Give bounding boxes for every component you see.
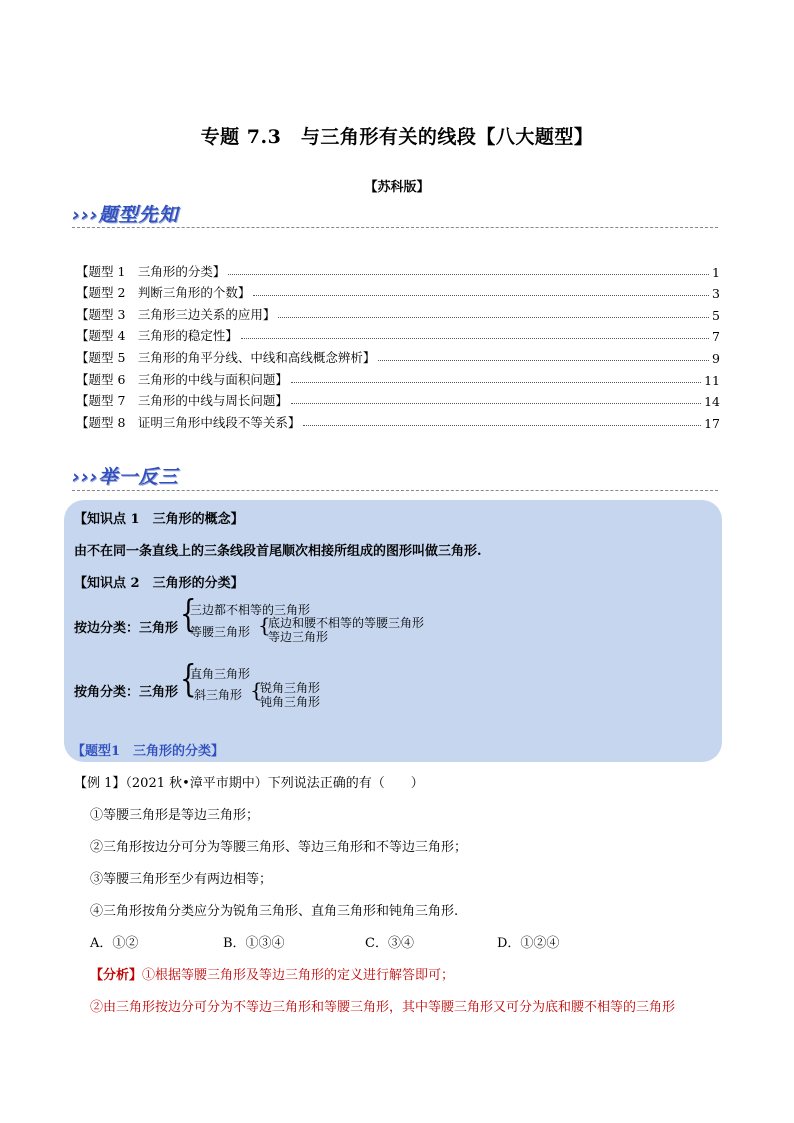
- knowledge-1-title: 【知识点 1 三角形的概念】: [74, 512, 244, 527]
- toc-item-page: 1: [712, 264, 720, 280]
- toc-leader-dots: [241, 338, 709, 339]
- toc-leader-dots: [291, 382, 701, 383]
- toc-divider: [72, 227, 718, 228]
- statement-2: ②三角形按边分可分为等腰三角形、等边三角形和不等边三角形；: [90, 840, 468, 855]
- analysis-line-1: [90, 964, 454, 983]
- toc-leader-dots: [253, 295, 709, 296]
- toc-item-page: 5: [712, 307, 720, 323]
- toc-leader-dots: [378, 360, 709, 361]
- side-b2: 等边三角形: [268, 630, 329, 644]
- examples-divider: [72, 490, 718, 491]
- brace-icon: {: [180, 593, 197, 637]
- toc-item[interactable]: [76, 344, 720, 366]
- option-c: C．③④: [365, 936, 414, 951]
- angle-b: 斜三角形: [194, 688, 243, 702]
- analysis-text-1: ①根据等腰三角形及等边三角形的定义进行解答即可；: [142, 968, 455, 983]
- brace-icon: {: [258, 613, 271, 637]
- toc-item[interactable]: [76, 388, 720, 410]
- toc-item-label: 【题型 2 判断三角形的个数】: [76, 285, 251, 301]
- brace-icon: {: [180, 658, 197, 702]
- toc-item[interactable]: [76, 366, 720, 388]
- toc-banner: ›››题型先知: [72, 204, 179, 226]
- option-d: D．①②④: [497, 936, 560, 951]
- toc-item-page: 11: [704, 372, 720, 388]
- toc-item[interactable]: [76, 409, 720, 431]
- toc-item-page: 9: [712, 350, 720, 366]
- toc-leader-dots: [291, 403, 701, 404]
- edition-label: 【苏科版】: [364, 180, 430, 195]
- toc-item-label: 【题型 3 三角形三边关系的应用】: [76, 306, 276, 322]
- toc-item[interactable]: [76, 301, 720, 323]
- toc-item-label: 【题型 1 三角形的分类】: [76, 263, 226, 279]
- toc-item-page: 7: [712, 329, 720, 345]
- statement-4: ④三角形按角分类应分为锐角三角形、直角三角形和钝角三角形.: [90, 904, 459, 919]
- angle-b2: 钝角三角形: [260, 695, 321, 709]
- side-b: 等腰三角形: [190, 625, 251, 639]
- toc-item-label: 【题型 6 三角形的中线与面积问题】: [76, 371, 288, 387]
- angle-a: 直角三角形: [190, 667, 251, 681]
- toc-item-label: 【题型 5 三角形的角平分线、中线和高线概念辨析】: [76, 349, 376, 365]
- option-a: A．①②: [90, 936, 139, 951]
- knowledge-2-title: 【知识点 2 三角形的分类】: [74, 576, 244, 591]
- side-a: 三边都不相等的三角形: [190, 603, 311, 617]
- examples-banner: ›››举一反三: [72, 466, 179, 488]
- toc-item[interactable]: [76, 323, 720, 345]
- type1-heading: 【题型1 三角形的分类】: [72, 744, 225, 759]
- toc-leader-dots: [303, 425, 701, 426]
- by-side-label: 按边分类：三角形: [74, 621, 179, 636]
- toc-item-page: 3: [712, 286, 720, 302]
- by-angle-label: 按角分类：三角形: [74, 685, 179, 700]
- toc-leader-dots: [278, 317, 709, 318]
- option-b: B．①③④: [223, 936, 285, 951]
- analysis-line-2: ②由三角形按边分可分为不等边三角形和等腰三角形，其中等腰三角形又可分为底和腰不相等的三角形: [90, 1000, 676, 1015]
- page-title: 专题 7.3 与三角形有关的线段【八大题型】: [200, 126, 594, 148]
- toc-item[interactable]: [76, 258, 720, 280]
- statement-3: ③等腰三角形至少有两边相等；: [90, 872, 273, 887]
- toc-item-page: 14: [704, 394, 720, 410]
- brace-icon: {: [250, 678, 263, 702]
- toc-item[interactable]: [76, 280, 720, 302]
- angle-b1: 锐角三角形: [260, 681, 321, 695]
- analysis-label: 【分析】: [90, 968, 143, 983]
- toc-item-label: 【题型 4 三角形的稳定性】: [76, 328, 238, 344]
- table-of-contents: [76, 258, 720, 431]
- toc-item-page: 17: [704, 415, 720, 431]
- side-b1: 底边和腰不相等的等腰三角形: [268, 616, 425, 630]
- toc-item-label: 【题型 7 三角形的中线与周长问题】: [76, 393, 288, 409]
- toc-item-label: 【题型 8 证明三角形中线段不等关系】: [76, 414, 301, 430]
- statement-1: ①等腰三角形是等边三角形；: [90, 808, 260, 823]
- example-stem: 【例 1】（2021 秋•漳平市期中）下列说法正确的有（ ）: [74, 776, 424, 791]
- toc-leader-dots: [228, 274, 709, 275]
- knowledge-1-text: 由不在同一条直线上的三条线段首尾顺次相接所组成的图形叫做三角形.: [74, 544, 482, 559]
